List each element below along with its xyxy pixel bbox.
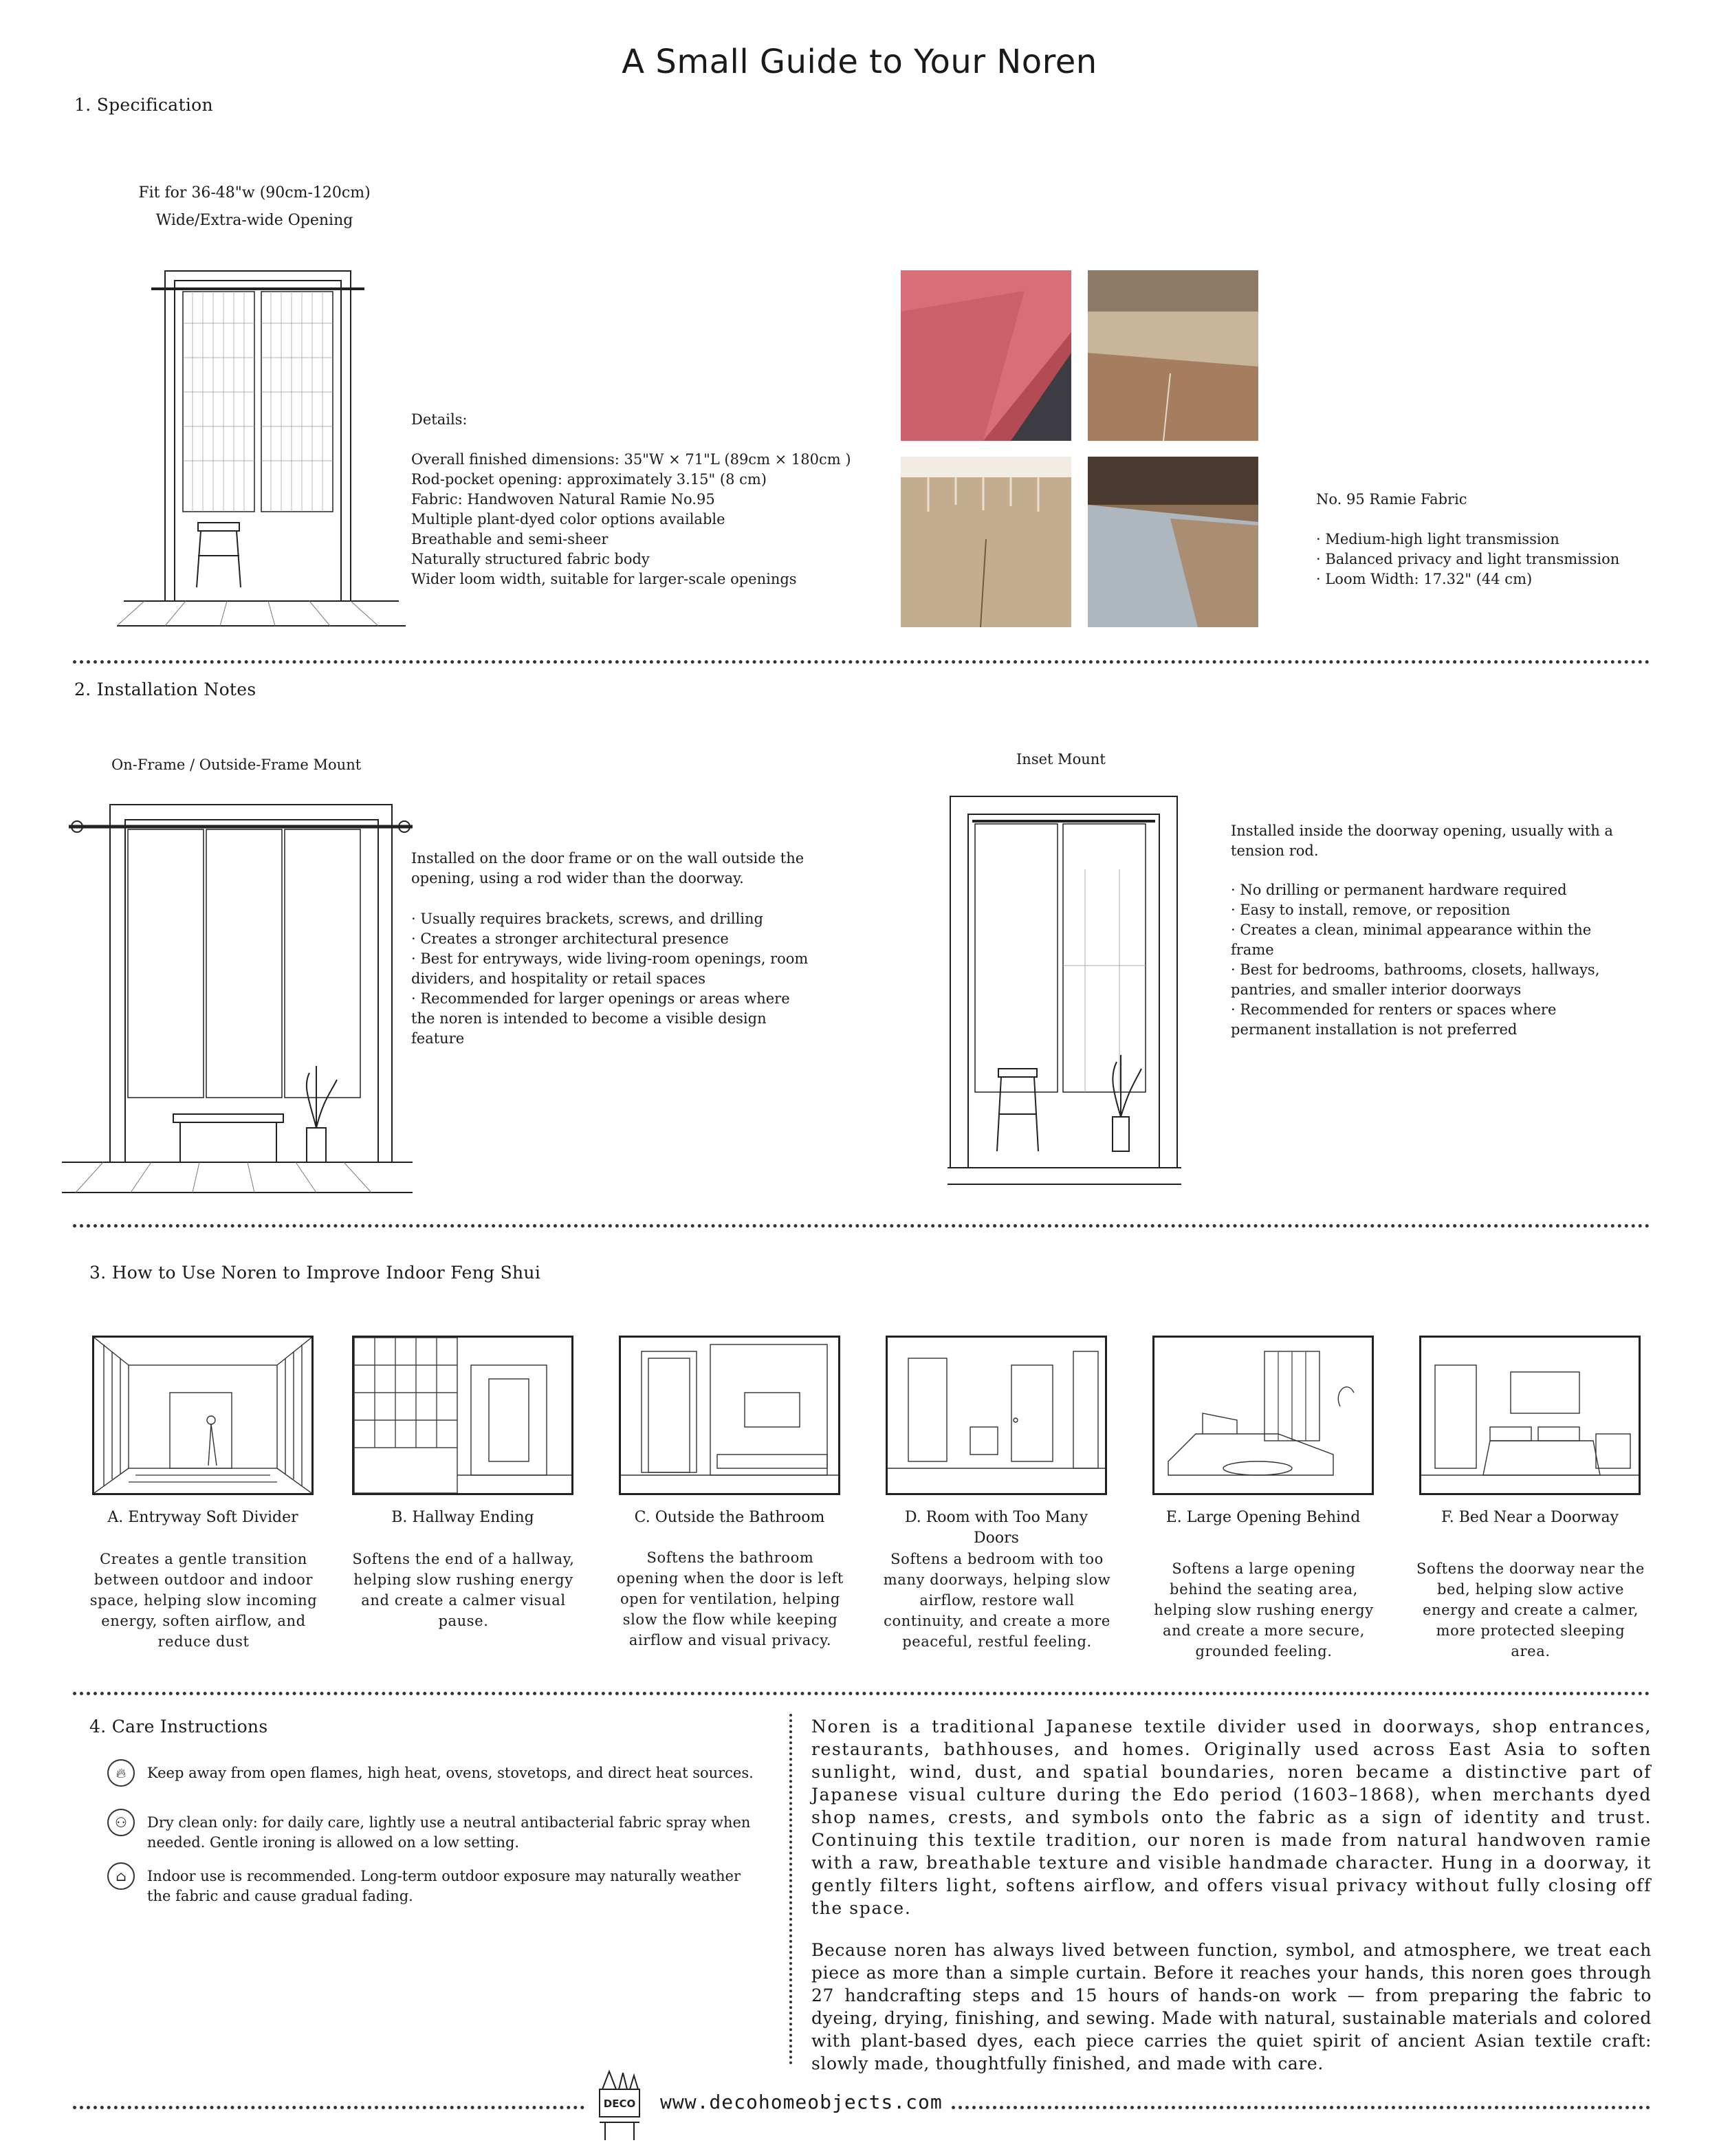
on-frame-point: · Usually requires brackets, screws, and drilling [411,911,763,927]
section-divider [73,1692,1650,1695]
fit-range-text: Fit for 36-48"w (90cm-120cm) [138,184,371,202]
feng-shui-title: B. Hallway Ending [391,1509,534,1526]
fabric-point: · Loom Width: 17.32" (44 cm) [1316,571,1533,587]
column-divider [789,1714,792,2065]
scene-bed-doorway [1419,1336,1641,1495]
care-item: 🔥︎ Keep away from open flames, high heat, ovens, stovetops, and direct heat sources. [107,1759,760,1787]
feng-shui-desc: Softens the end of a hallway, helping slow rushing energy and create a calmer visual pause. [352,1551,575,1629]
about-paragraph: Noren is a traditional Japanese textile divider used in doorways, shop entrances, restaurants, bathhouses, and homes. Originally used across East Asia to soften sunlight, wind, dust, and spatial boundaries, noren became a distinctive part of Japanese visual culture during the Edo period (1603–1868), when merchants dyed shop names, crests, and symbols onto the fabric as a sign of identity and trust. Continuing this textile tradition, our noren is made from natural handwoven ramie with a raw, breathable texture and visible handmade character. Hung in a doorway, it gently filters light, softens airflow, and offers visual privacy without fully closing off the space. [811,1717,1652,1918]
feng-shui-title: E. Large Opening Behind [1165,1509,1361,1526]
inset-points [1231,880,1623,1040]
on-frame-label: On-Frame / Outside-Frame Mount [111,756,362,773]
on-frame-point: · Creates a stronger architectural presence [411,930,729,947]
on-frame-points [411,909,817,1049]
detail-item: Naturally structured fabric body [411,551,650,567]
fabric-points [1316,530,1674,589]
website-link[interactable]: www.decohomeobjects.com [660,2091,943,2113]
feng-shui-desc: Softens a bedroom with too many doorways, helping slow airflow, restore wall continuity, and create a more peaceful, restful feeling. [883,1551,1111,1650]
scene-large-opening [1152,1336,1374,1495]
about-paragraph: Because noren has always lived between function, symbol, and atmosphere, we treat each piece as more than a simple curtain. Before it reaches your hands, this noren goes through 27 handcrafting steps and 15 hours of hands-on work — from preparing the fabric to dyeing, drying, finishing, and sewing. Made with natural, sustainable materials and colored with plant-based dyes, each piece carries the quiet spirit of ancient Asian textile craft: slowly made, thoughtfully finished, and made with care. [811,1940,1652,2073]
inset-point: · No drilling or permanent hardware required [1231,882,1567,898]
footer-divider-right [952,2106,1650,2109]
feng-shui-title: F. Bed Near a Doorway [1441,1509,1619,1526]
feng-shui-desc: Creates a gentle transition between outdoor and indoor space, helping slow incoming energy, soften airflow, and reduce dust [89,1551,318,1650]
scene-bathroom [619,1336,840,1495]
dry-clean-icon: ⚇ [107,1809,135,1836]
feng-shui-desc: Softens the bathroom opening when the door is left open for ventilation, helping slow the flow while keeping airflow and visual privacy. [617,1549,844,1648]
detail-item: Wider loom width, suitable for larger-scale openings [411,571,797,587]
section-heading-care: 4. Care Instructions [89,1717,268,1736]
logo-text: DECO [603,2098,636,2110]
opening-type-text: Wide/Extra-wide Opening [155,212,353,229]
fabric-photo-tan [1088,270,1258,441]
feng-shui-desc: Softens a large opening behind the seating area, helping slow rushing energy and create a more secure, grounded feeling. [1154,1560,1374,1659]
inset-point: · Easy to install, remove, or reposition [1231,902,1511,918]
details-heading: Details: [411,411,468,428]
detail-item: Rod-pocket opening: approximately 3.15" (8 cm) [411,471,767,488]
footer-divider-left [73,2106,584,2109]
fabric-point: · Balanced privacy and light transmission [1316,551,1620,567]
section-divider [73,660,1650,664]
inset-label: Inset Mount [1016,751,1106,767]
feng-shui-title: A. Entryway Soft Divider [107,1509,298,1526]
fabric-heading: No. 95 Ramie Fabric [1316,491,1467,508]
feng-shui-desc: Softens the doorway near the bed, helping slow active energy and create a calmer, more protected sleeping area. [1416,1560,1645,1659]
inset-point: · Best for bedrooms, bathrooms, closets, hallways, pantries, and smaller interior doorways [1231,961,1600,998]
feng-shui-title: C. Outside the Bathroom [634,1509,825,1526]
about-noren [811,1715,1652,2075]
care-item: ⌂ Indoor use is recommended. Long-term outdoor exposure may naturally weather the fabric and cause gradual fading. [107,1862,760,1906]
flame-icon: 🔥︎ [107,1759,135,1787]
details-list [411,450,879,589]
section-heading-specification: 1. Specification [74,95,213,115]
inset-point: · Recommended for renters or spaces where permanent installation is not preferred [1231,1001,1557,1038]
detail-item: Breathable and semi-sheer [411,531,609,547]
inset-illustration [948,787,1236,1186]
care-item: ⚇ Dry clean only: for daily care, lightly use a neutral antibacterial fabric spray when needed. Gentle ironing is allowed on a low setting. [107,1809,760,1853]
detail-item: Multiple plant-dyed color options available [411,511,725,527]
scene-hallway [352,1336,573,1495]
detail-item: Overall finished dimensions: 35"W × 71"L (89cm × 180cm ) [411,451,851,468]
on-frame-intro: Installed on the door frame or on the wall outside the opening, using a rod wider than the doorway. [411,850,804,886]
section-heading-feng-shui: 3. How to Use Noren to Improve Indoor Feng Shui [89,1263,541,1283]
detail-item: Fabric: Handwoven Natural Ramie No.95 [411,491,715,508]
scene-many-doors [886,1336,1107,1495]
section-heading-installation: 2. Installation Notes [74,679,256,699]
on-frame-point: · Best for entryways, wide living-room openings, room dividers, and hospitality or retail spaces [411,950,809,987]
fabric-photo-red [901,270,1071,441]
page-title: A Small Guide to Your Noren [622,43,1097,81]
fabric-point: · Medium-high light transmission [1316,531,1559,547]
indoor-icon: ⌂ [107,1862,135,1890]
fabric-photo-natural [901,457,1071,627]
fabric-photo-grey-blue [1088,457,1258,627]
inset-point: · Creates a clean, minimal appearance within the frame [1231,922,1592,958]
scene-entryway [92,1336,314,1495]
deco-logo-icon [595,2069,644,2144]
section-divider [73,1224,1650,1228]
inset-intro: Installed inside the doorway opening, usually with a tension rod. [1231,823,1613,859]
on-frame-point: · Recommended for larger openings or areas where the noren is intended to become a visible design feature [411,990,790,1047]
doorway-illustration [117,261,406,633]
on-frame-illustration [62,791,413,1197]
feng-shui-title: D. Room with Too Many Doors [904,1509,1088,1547]
